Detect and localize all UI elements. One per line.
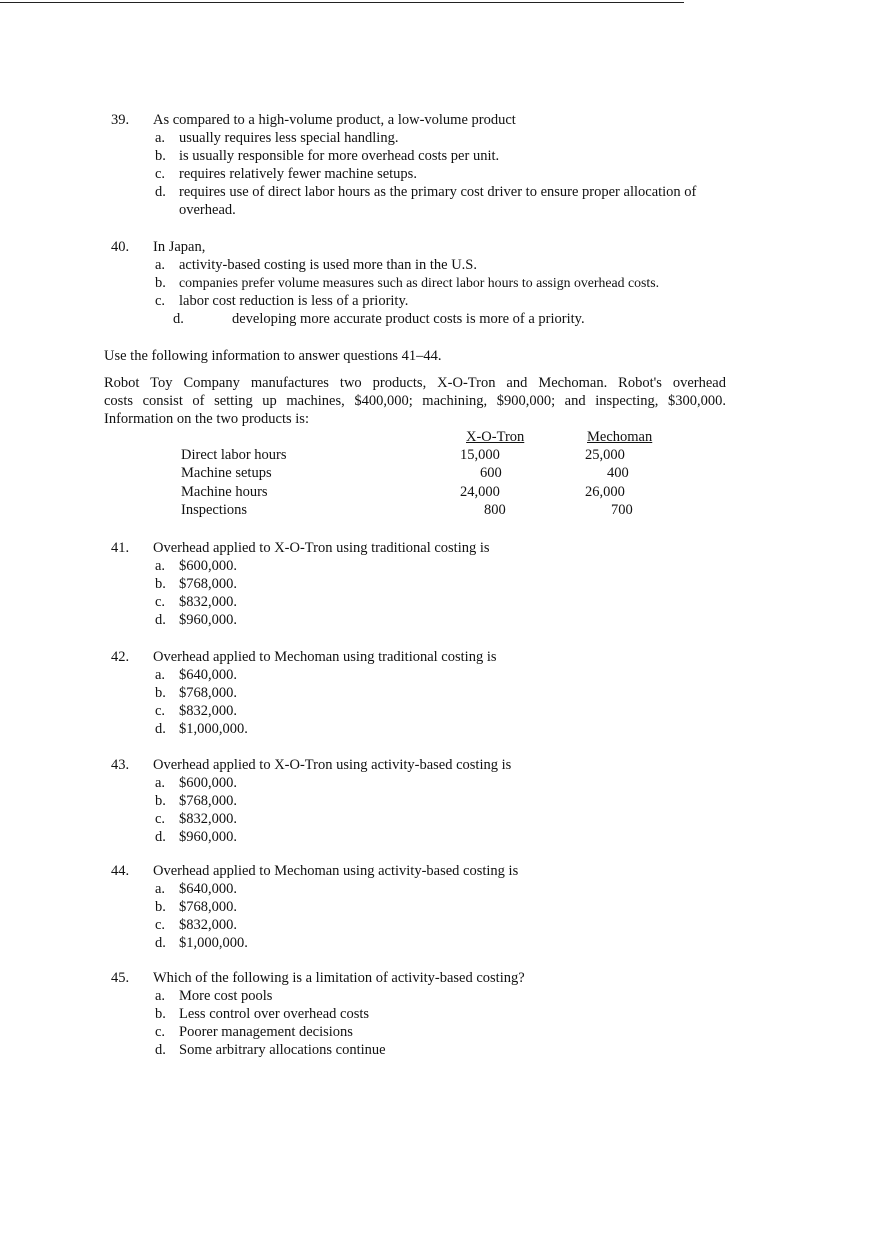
- option-letter: a.: [155, 130, 166, 146]
- option-text: $832,000.: [179, 811, 237, 827]
- option-letter: a.: [155, 988, 166, 1004]
- option-text: Less control over overhead costs: [179, 1006, 370, 1022]
- option-letter: b.: [155, 275, 166, 291]
- table-row: [0, 501, 880, 519]
- option-text: $768,000.: [179, 576, 237, 592]
- option-text: $1,000,000.: [179, 721, 248, 737]
- option-letter: a.: [155, 257, 166, 273]
- scenario-line: costs consist of setting up machines, $400,000; machining, $900,000; and inspecting, $300,000.: [104, 393, 726, 409]
- option-text: developing more accurate product costs is more of a priority.: [232, 311, 585, 327]
- option-text: requires use of direct labor hours as the primary cost driver to ensure proper allocation of overhead.: [179, 184, 697, 218]
- option-text: $640,000.: [179, 667, 237, 683]
- option-text: is usually responsible for more overhead costs per unit.: [179, 148, 500, 164]
- option-letter: c.: [155, 166, 166, 182]
- scenario-line: Information on the two products is:: [104, 411, 309, 427]
- option-text: labor cost reduction is less of a priority.: [179, 293, 409, 309]
- option-letter: b.: [155, 899, 166, 915]
- option-letter: d.: [155, 935, 166, 951]
- option-letter: b.: [155, 576, 166, 592]
- table-row: [0, 464, 880, 482]
- option-text: $832,000.: [179, 917, 237, 933]
- option-letter: c.: [155, 293, 166, 309]
- cell-xotron: 600: [480, 465, 502, 481]
- question-number: 45.: [111, 970, 130, 986]
- option-letter: b.: [155, 685, 166, 701]
- scenario-line: Robot Toy Company manufactures two products, X-O-Tron and Mechoman. Robot's overhead: [104, 375, 726, 391]
- cell-xotron: 800: [484, 502, 506, 518]
- option-letter: d.: [155, 829, 166, 845]
- option-text: $832,000.: [179, 703, 237, 719]
- option-text: Poorer management decisions: [179, 1024, 353, 1040]
- option-text: More cost pools: [179, 988, 273, 1004]
- question-text: Overhead applied to X-O-Tron using activity-based costing is: [153, 757, 512, 773]
- option-letter: b.: [155, 793, 166, 809]
- cell-mechoman: 25,000: [585, 447, 625, 463]
- option-letter: d.: [155, 1042, 166, 1058]
- question-number: 41.: [111, 540, 130, 556]
- row-label: Inspections: [181, 502, 248, 518]
- intro-text: Use the following information to answer questions 41–44.: [104, 348, 442, 364]
- option-text: Some arbitrary allocations continue: [179, 1042, 386, 1058]
- question-number: 40.: [111, 239, 130, 255]
- scenario-paragraph: [104, 374, 726, 428]
- column-header-mechoman: Mechoman: [587, 429, 653, 445]
- row-label: Machine setups: [181, 465, 272, 481]
- option-text: $768,000.: [179, 685, 237, 701]
- option-letter: d.: [155, 612, 166, 628]
- option-text: $960,000.: [179, 612, 237, 628]
- cell-xotron: 15,000: [460, 447, 500, 463]
- question-number: 44.: [111, 863, 130, 879]
- row-label: Machine hours: [181, 484, 268, 500]
- question-text: In Japan,: [153, 239, 206, 255]
- question-number: 39.: [111, 112, 130, 128]
- cell-mechoman: 700: [611, 502, 633, 518]
- option-text: requires relatively fewer machine setups.: [179, 166, 417, 182]
- table-row: [0, 446, 880, 464]
- option-letter: c.: [155, 1024, 166, 1040]
- option-letter: d.: [155, 721, 166, 737]
- question-text: Overhead applied to X-O-Tron using traditional costing is: [153, 540, 490, 556]
- option-text: $768,000.: [179, 793, 237, 809]
- option-text: $1,000,000.: [179, 935, 248, 951]
- option-text: $960,000.: [179, 829, 237, 845]
- cell-xotron: 24,000: [460, 484, 500, 500]
- option-letter: c.: [155, 594, 166, 610]
- option-text: $832,000.: [179, 594, 237, 610]
- option-text: activity-based costing is used more than in the U.S.: [179, 257, 478, 273]
- question-text: As compared to a high-volume product, a low-volume product: [153, 112, 516, 128]
- option-text: $768,000.: [179, 899, 237, 915]
- cell-mechoman: 26,000: [585, 484, 625, 500]
- option-text: $640,000.: [179, 881, 237, 897]
- option-letter: b.: [155, 1006, 166, 1022]
- option-letter: c.: [155, 703, 166, 719]
- column-header-xotron: X-O-Tron: [466, 429, 525, 445]
- option-text: companies prefer volume measures such as direct labor hours to assign overhead costs.: [179, 275, 660, 290]
- option-letter: b.: [155, 148, 166, 164]
- option-letter: a.: [155, 558, 166, 574]
- option-text: $600,000.: [179, 775, 237, 791]
- cell-mechoman: 400: [607, 465, 629, 481]
- option-letter: c.: [155, 917, 166, 933]
- option-letter: c.: [155, 811, 166, 827]
- option-letter: d.: [155, 184, 166, 200]
- option-text: $600,000.: [179, 558, 237, 574]
- question-text: Which of the following is a limitation of activity-based costing?: [153, 970, 525, 986]
- option-letter: a.: [155, 775, 166, 791]
- option-letter: d.: [173, 311, 184, 327]
- option-letter: a.: [155, 881, 166, 897]
- option-letter: a.: [155, 667, 166, 683]
- question-number: 43.: [111, 757, 130, 773]
- question-text: Overhead applied to Mechoman using activity-based costing is: [153, 863, 519, 879]
- question-text: Overhead applied to Mechoman using traditional costing is: [153, 649, 497, 665]
- table-row: [0, 483, 880, 501]
- header-rule: [0, 2, 684, 3]
- question-number: 42.: [111, 649, 130, 665]
- row-label: Direct labor hours: [181, 447, 287, 463]
- option-text: usually requires less special handling.: [179, 130, 399, 146]
